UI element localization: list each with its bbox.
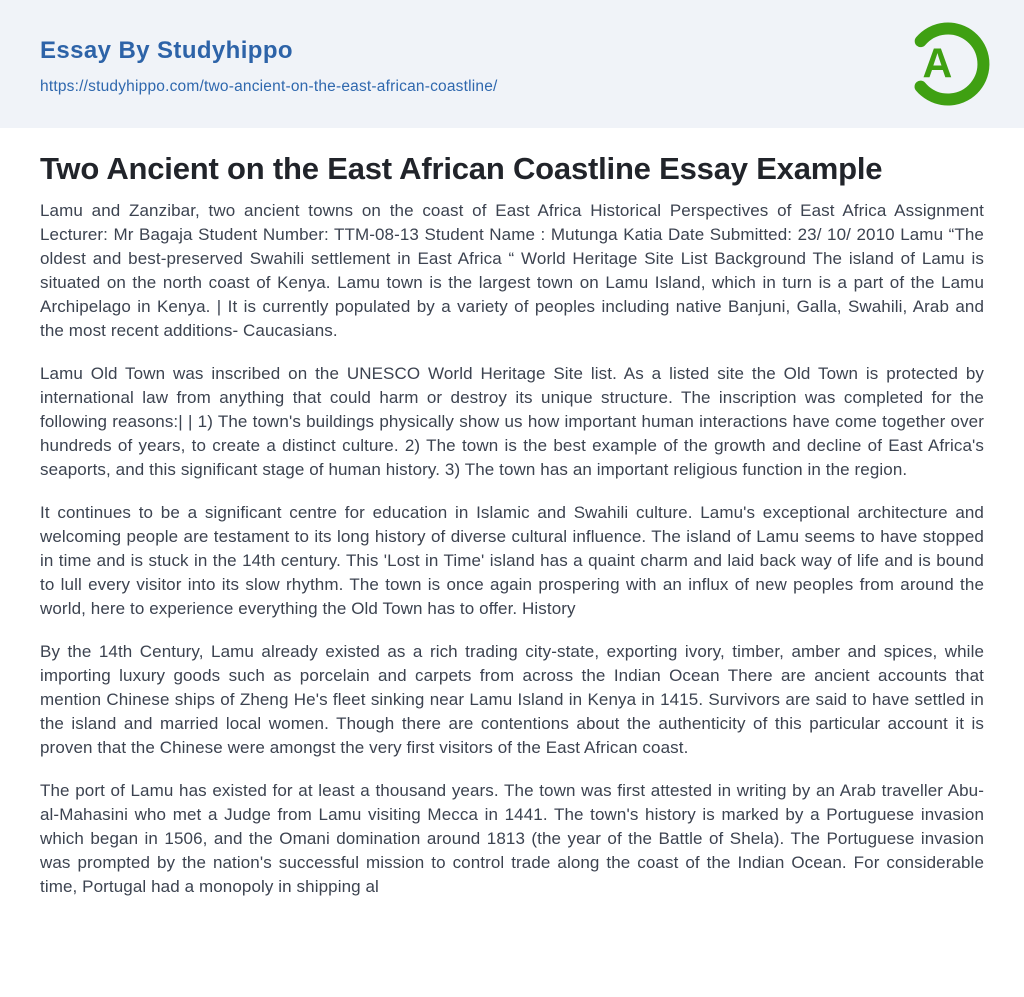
header-text-block — [40, 32, 498, 95]
article — [0, 128, 1024, 899]
article-paragraph: The port of Lamu has existed for at least a thousand years. The town was first attested in writing by an Arab traveller Abu-al-Mahasini who met a Judge from Lamu visiting Mecca in 1441. The town's history is marked by a Portuguese invasion which began in 1506, and the Omani domination around 1813 (the year of the Battle of Shela). The Portuguese invasion was prompted by the nation's successful mission to control trade along the coast of the Indian Ocean. For considerable time, Portugal had a monopoly in shipping al — [40, 780, 984, 896]
logo-letter-a-icon: A — [922, 40, 953, 87]
article-body — [40, 199, 984, 899]
site-header — [0, 0, 1024, 128]
article-paragraph: It continues to be a significant centre for education in Islamic and Swahili culture. Lamu's exceptional architecture and welcoming people are testament to its long history of diverse cultural influence. The island of Lamu seems to have stopped in time and is stuck in the 14th century. This 'Lost in Time' island has a quaint charm and laid back way of life and is bound to lull every visitor into its slow rhythm. The town is once again prospering with an influx of new peoples from around the world, here to experience everything the Old Town has to offer. History — [40, 502, 984, 618]
article-title: Two Ancient on the East African Coastline Essay Example — [40, 151, 883, 186]
studyhippo-logo-icon — [898, 16, 994, 112]
article-paragraph: Lamu and Zanzibar, two ancient towns on the coast of East Africa Historical Perspectives of East Africa Assignment Lecturer: Mr Bagaja Student Number: TTM-08-13 Student Name : Mutunga Katia Date Submitted: 23/ 10/ 2010 Lamu “The oldest and best-preserved Swahili settlement in East Africa “ World Heritage Site List Background The island of Lamu is situated on the north coast of Kenya. Lamu town is the largest town on Lamu Island, which in turn is a part of the Lamu Archipelago in Kenya. | It is currently populated by a variety of peoples including native Banjuni, Galla, Swahili, Arab and the most recent additions- Caucasians. — [40, 200, 984, 340]
page-url-link[interactable]: https://studyhippo.com/two-ancient-on-the-east-african-coastline/ — [40, 77, 498, 95]
site-title: Essay By Studyhippo — [40, 37, 293, 65]
article-paragraph: Lamu Old Town was inscribed on the UNESCO World Heritage Site list. As a listed site the Old Town is protected by international law from anything that could harm or destroy its unique structure. The inscription was completed for the following reasons:| | 1) The town's buildings physically show us how important human interactions have come together over hundreds of years, to create a distinct culture. 2) The town is the best example of the growth and decline of East Africa's seaports, and this significant stage of human history. 3) The town has an important religious function in the region. — [40, 363, 984, 479]
article-paragraph: By the 14th Century, Lamu already existed as a rich trading city-state, exporting ivory, timber, amber and spices, while importing luxury goods such as porcelain and carpets from across the Indian Ocean There are ancient accounts that mention Chinese ships of Zheng He's fleet sinking near Lamu Island in Kenya in 1415. Survivors are said to have settled in the island and married local women. Though there are contentions about the authenticity of this particular account it is proven that the Chinese were amongst the very first visitors of the East African coast. — [40, 641, 984, 757]
